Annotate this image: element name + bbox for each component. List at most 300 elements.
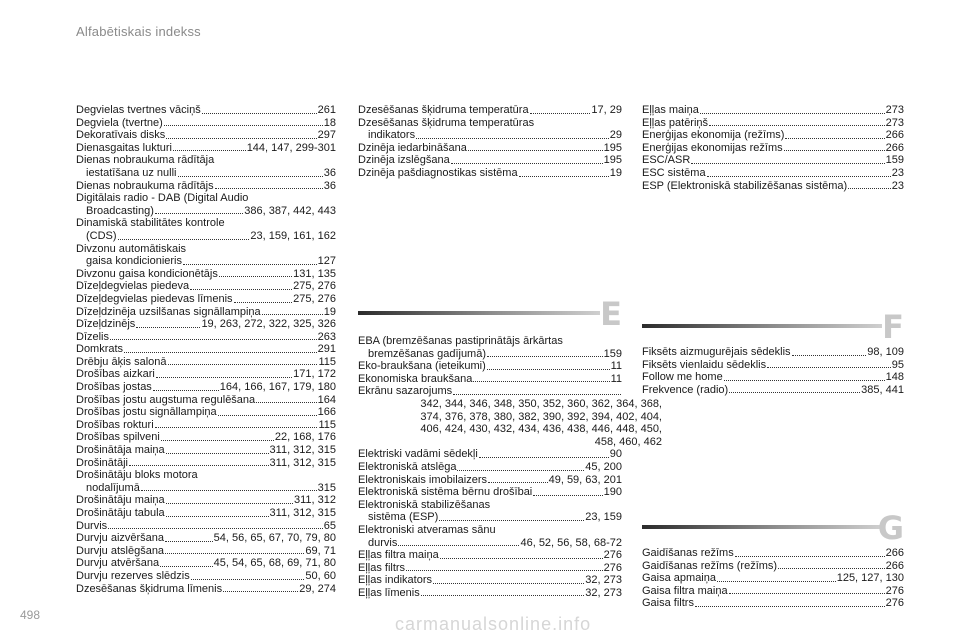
leader-dots [178, 176, 323, 177]
leader-dots [695, 606, 885, 607]
index-entry [76, 306, 336, 319]
index-term: Drošības rokturi [76, 418, 154, 431]
index-term: Elektroniskā sistēma bērnu drošībai [358, 486, 533, 499]
watermark-text: carmanualsonline.info [395, 614, 592, 634]
leader-dots [160, 566, 213, 567]
index-term: Fiksēts aizmugurējais sēdeklis [642, 346, 791, 358]
leader-dots [190, 289, 292, 290]
index-term: Drošības aizkari [76, 368, 155, 381]
index-entry [642, 117, 904, 130]
index-term: Durvis [76, 519, 108, 532]
index-entry [358, 348, 622, 361]
index-term: Gaisa filtra maiņa [642, 584, 728, 597]
index-page-refs: 263 [317, 330, 336, 343]
index-column-2-top [358, 104, 622, 180]
index-term: Drošības spilveni [76, 431, 160, 444]
index-page-refs: 131, 135 [293, 267, 336, 280]
index-page-refs: 125, 127, 130 [836, 572, 904, 585]
index-entry [642, 597, 904, 610]
index-page-refs: 69, 71 [305, 544, 336, 557]
index-entry [76, 406, 336, 419]
index-page-refs: 276 [885, 584, 904, 597]
leader-dots [487, 356, 603, 357]
index-page-refs: 45, 54, 65, 68, 69, 71, 80 [213, 557, 336, 570]
index-entry [642, 167, 904, 180]
leader-dots [166, 138, 316, 139]
index-term: Durvju aizvēršana [76, 532, 165, 545]
index-entry [76, 431, 336, 444]
index-term: Drošinātāju tabula [76, 507, 165, 519]
index-term: Ekrānu sazarojums [358, 385, 453, 398]
page-header-title: Alfabētiskais indekss [76, 24, 201, 39]
leader-dots [848, 188, 891, 189]
index-page-refs: 342, 344, 346, 348, 350, 352, 360, 362, 364, 368, 374, 376, 378, 380, 382, 390, 392, 394, 402, 404, 406, 424, 430, 432, 434, 436, 438, 446, 448, 450, 458, 460, 462 [420, 397, 662, 448]
index-page-refs: 385, 441 [861, 383, 904, 396]
leader-dots [792, 355, 867, 356]
leader-dots [729, 392, 860, 393]
index-entry [358, 511, 622, 524]
leader-dots [110, 339, 317, 340]
index-page-refs: 29 [609, 129, 622, 142]
leader-dots [785, 138, 884, 139]
index-page-refs: 276 [603, 561, 622, 574]
index-term: Degviela (tvertne) [76, 116, 163, 129]
index-page-refs: 273 [885, 104, 904, 116]
section-header-f [642, 310, 904, 348]
section-letter-g: G [877, 509, 904, 547]
index-term: Eļļas maiņa [642, 104, 699, 116]
leader-dots [168, 364, 318, 365]
index-term: Gaidīšanas režīms [642, 547, 734, 559]
index-term: Eļļas līmenis [358, 586, 420, 599]
index-page-refs: 46, 52, 56, 58, 68-72 [520, 536, 622, 549]
index-term: Dienas nobraukuma rādītājs [76, 179, 214, 192]
leader-dots [191, 579, 305, 580]
index-page-refs: 386, 387, 442, 443 [244, 204, 336, 217]
leader-dots [218, 415, 317, 416]
index-entry [358, 448, 622, 461]
index-entry [358, 587, 622, 600]
leader-dots [153, 390, 219, 391]
page-number: 498 [20, 608, 41, 622]
index-entry [76, 318, 336, 331]
index-page-refs: 50, 60 [305, 569, 336, 582]
index-entry [358, 574, 622, 587]
index-term: Durvju atvēršana [76, 557, 160, 570]
index-term: Dīzeļdegvielas piedevas līmenis [76, 292, 233, 305]
index-term: Dīzeļdzinējs [76, 318, 136, 331]
index-page-refs: 166 [317, 406, 336, 419]
index-entry [642, 346, 904, 359]
index-term: Eļļas indikators [358, 574, 432, 587]
index-term: EBA (bremzēšanas pastiprinātājs ārkārtas [358, 335, 563, 347]
leader-dots [406, 570, 603, 571]
index-page-refs: 18 [323, 116, 336, 129]
index-entry [76, 520, 336, 533]
index-entry [76, 419, 336, 432]
index-entry [76, 180, 336, 193]
leader-dots [166, 516, 269, 517]
index-term: Domkrats [76, 343, 124, 356]
leader-dots [223, 591, 298, 592]
index-term: Eļļas filtra maiņa [358, 549, 439, 562]
leader-dots [488, 482, 548, 483]
index-term: Degvielas tvertnes vāciņš [76, 104, 201, 116]
index-term: ESC/ASR [642, 154, 691, 167]
index-page-refs: 36 [323, 166, 336, 179]
index-term: Dīzeļdzinēja uzsilšanas signāllampiņa [76, 305, 261, 318]
leader-dots [161, 440, 274, 441]
index-page-refs: 266 [885, 141, 904, 154]
leader-dots [717, 581, 836, 582]
index-term: Dienasgaitas lukturi [76, 141, 172, 154]
index-column-3-top [642, 104, 904, 192]
index-page-refs: 65 [323, 519, 336, 532]
index-term: Dzinēja pašdiagnostikas sistēma [358, 166, 518, 179]
index-term: Drošības jostas [76, 381, 152, 394]
leader-dots [156, 377, 292, 378]
section-letter-f: F [882, 308, 904, 346]
index-entry [76, 142, 336, 155]
index-entry [76, 368, 336, 381]
index-entry [358, 537, 622, 550]
leader-dots [519, 176, 609, 177]
index-entry [642, 371, 904, 384]
index-entry [358, 104, 622, 117]
index-entry [76, 356, 336, 369]
leader-dots [173, 150, 246, 151]
index-column-3-f [642, 346, 904, 396]
index-term: Dzesēšanas šķidruma temperatūra [358, 104, 529, 116]
leader-dots [487, 369, 610, 370]
section-divider-bar [358, 311, 600, 315]
leader-dots [166, 453, 269, 454]
index-page-refs: 45, 200 [585, 460, 622, 473]
index-page-refs: 273 [885, 116, 904, 129]
index-term: Dekoratīvais disks [76, 129, 166, 142]
index-page-refs: 266 [885, 129, 904, 142]
section-letter-e: E [600, 295, 622, 333]
index-page-refs: 266 [885, 547, 904, 559]
index-entry [76, 243, 336, 256]
index-entry [76, 583, 336, 596]
index-page-refs: 32, 273 [585, 586, 622, 599]
index-term: Durvju rezerves slēdzis [76, 569, 190, 582]
leader-dots [129, 465, 269, 466]
index-entry [76, 570, 336, 583]
index-entry [358, 360, 622, 373]
index-entry [76, 280, 336, 293]
index-page-refs: 190 [603, 486, 622, 499]
index-entry [358, 474, 622, 487]
index-column-3-g [642, 547, 904, 610]
leader-dots [108, 528, 323, 529]
index-page-refs: 23 [891, 179, 904, 192]
index-page-refs: 23, 159, 161, 162 [250, 229, 336, 242]
index-page-refs: 11 [610, 372, 622, 385]
index-term: Enerģijas ekonomijas režīms [642, 141, 783, 154]
index-entry [76, 104, 336, 117]
leader-dots [118, 239, 250, 240]
index-page-refs: 19 [323, 305, 336, 318]
index-entry [76, 557, 336, 570]
index-page-refs: 23 [891, 166, 904, 179]
index-page-refs: 49, 59, 63, 201 [548, 473, 622, 486]
index-entry [358, 154, 622, 167]
index-term: Follow me home [642, 371, 723, 384]
leader-dots [691, 163, 884, 164]
leader-dots [421, 595, 585, 596]
leader-dots [707, 176, 891, 177]
index-term: bremzēšanas gadījumā) [368, 347, 487, 360]
index-page-refs: 148 [885, 371, 904, 384]
leader-dots [219, 276, 292, 277]
index-term: Eko-braukšana (ieteikumi) [358, 360, 486, 373]
index-term: Gaisa apmaiņa [642, 572, 716, 585]
index-entry [358, 524, 622, 537]
leader-dots [164, 125, 323, 126]
index-entry [642, 359, 904, 372]
index-entry [358, 461, 622, 474]
leader-dots [440, 558, 603, 559]
index-entry [76, 217, 336, 230]
leader-dots [729, 593, 885, 594]
index-entry [76, 381, 336, 394]
leader-dots [433, 583, 584, 584]
index-term: Drošinātāji [76, 456, 128, 469]
index-entry [642, 154, 904, 167]
index-entry [358, 335, 622, 348]
index-term: Drošinātāju bloks motora [76, 469, 198, 482]
index-entry [358, 373, 622, 386]
leader-dots [155, 427, 318, 428]
index-page-refs: 297 [317, 129, 336, 142]
index-term: Ekonomiska braukšana [358, 372, 473, 385]
index-page-refs: 315 [317, 481, 336, 494]
index-entry [76, 545, 336, 558]
index-term: Dinamiskā stabilitātes kontrole [76, 217, 225, 230]
leader-dots [416, 138, 609, 139]
index-entry [358, 129, 622, 142]
leader-dots [124, 352, 317, 353]
leader-dots [183, 264, 317, 265]
leader-dots [451, 163, 603, 164]
index-entry [642, 129, 904, 142]
index-term: Eļļas patēriņš [642, 116, 709, 129]
index-term: ESC sistēma [642, 166, 706, 179]
leader-dots [457, 470, 584, 471]
index-entry [642, 547, 904, 560]
index-term: durvis [368, 536, 398, 549]
section-divider-bar [642, 324, 882, 328]
index-entry [76, 331, 336, 344]
index-term: Drošības jostu augstuma regulēšana [76, 393, 256, 406]
index-page-refs: 115 [318, 418, 336, 431]
index-term: Divzonu automātiskais [76, 242, 187, 255]
index-page-refs: 171, 172 [293, 368, 336, 381]
index-term: Eļļas filtrs [358, 561, 406, 574]
index-page-refs: 19 [609, 166, 622, 179]
index-entry [76, 457, 336, 470]
index-page-refs: 98, 109 [867, 346, 904, 358]
index-term: Gaidīšanas režīms (režīms) [642, 559, 778, 572]
index-term: Frekvence (radio) [642, 383, 729, 396]
index-entry [76, 394, 336, 407]
index-entry [76, 192, 336, 205]
index-page-refs: 275, 276 [293, 292, 336, 305]
index-column-1 [76, 104, 336, 595]
index-term: Dzinēja izslēgšana [358, 154, 450, 167]
index-entry [76, 469, 336, 482]
index-page-refs: 311, 312, 315 [269, 444, 336, 457]
index-page-refs: 159 [603, 347, 622, 360]
index-page-refs: 164 [317, 393, 336, 406]
index-page-refs: 291 [317, 343, 336, 356]
index-entry [358, 486, 622, 499]
section-header-g [642, 511, 904, 549]
leader-dots [533, 495, 602, 496]
index-page-refs: 95 [891, 358, 904, 371]
index-term: Dzesēšanas šķidruma temperatūras [358, 116, 535, 129]
index-page-refs: 11 [610, 360, 622, 373]
index-entry [642, 560, 904, 573]
index-page-refs: 311, 312 [293, 494, 336, 507]
index-term: Elektroniski atveramas sānu [358, 523, 496, 536]
index-term: Drošinātāja maiņa [76, 444, 165, 457]
leader-dots [165, 553, 304, 554]
index-page-refs: 90 [609, 448, 622, 461]
index-term: Gaisa filtrs [642, 597, 694, 610]
leader-dots [473, 381, 609, 382]
index-entry [358, 562, 622, 575]
index-entry [76, 154, 336, 167]
leader-dots [136, 327, 200, 328]
index-entry [76, 255, 336, 268]
leader-dots [479, 457, 609, 458]
leader-dots [700, 113, 885, 114]
leader-dots [166, 503, 293, 504]
leader-dots [215, 188, 323, 189]
index-term: Fiksēts vienlaidu sēdeklis [642, 358, 767, 371]
index-page-refs: 19, 263, 272, 322, 325, 326 [201, 318, 336, 331]
index-entry [76, 268, 336, 281]
index-entry [642, 142, 904, 155]
index-page-refs: 22, 168, 176 [274, 431, 336, 444]
index-page-refs: 32, 273 [585, 574, 622, 587]
index-term: Broadcasting) [86, 204, 154, 217]
index-term: ESP (Elektroniskā stabilizēšanas sistēma) [642, 179, 848, 192]
index-entry [76, 117, 336, 130]
leader-dots [709, 125, 885, 126]
index-entry [358, 499, 622, 512]
index-term: nodalījumā [86, 481, 140, 494]
index-entry [358, 117, 622, 130]
leader-dots [398, 545, 519, 546]
index-term: Dienas nobraukuma rādītāja [76, 154, 215, 167]
index-entry [76, 167, 336, 180]
index-entry [76, 532, 336, 545]
index-term: Enerģijas ekonomija (režīms) [642, 129, 785, 142]
index-entry [76, 494, 336, 507]
index-page-refs: 127 [317, 255, 336, 268]
index-entry [358, 167, 622, 180]
index-term: Dzesēšanas šķidruma līmenis [76, 582, 223, 595]
index-term: Elektroniskā stabilizēšanas [358, 498, 491, 511]
index-entry [76, 343, 336, 356]
index-page-refs: 311, 312, 315 [269, 507, 336, 519]
leader-dots [141, 490, 317, 491]
index-entry [358, 385, 662, 448]
leader-dots [155, 213, 243, 214]
index-page-refs: 17, 29 [591, 104, 622, 116]
index-entry [642, 384, 904, 397]
index-entry [358, 549, 622, 562]
index-term: Drēbju āķis salonā [76, 355, 167, 368]
index-entry [642, 585, 904, 598]
index-page-refs: 311, 312, 315 [269, 456, 336, 469]
index-term: Dīzeļdegvielas piedeva [76, 280, 190, 293]
index-term: Drošības jostu signāllampiņa [76, 406, 217, 419]
index-page-refs: 261 [317, 104, 336, 116]
index-term: Elektroniskā atslēga [358, 460, 457, 473]
index-entry [642, 104, 904, 117]
index-page-refs: 195 [603, 141, 622, 154]
index-entry [76, 444, 336, 457]
index-page-refs: 23, 159 [585, 511, 622, 524]
leader-dots [778, 568, 885, 569]
index-term: Dīzelis [76, 330, 110, 343]
index-page-refs: 159 [885, 154, 904, 167]
index-entry [76, 129, 336, 142]
index-entry [76, 293, 336, 306]
index-entry [76, 230, 336, 243]
leader-dots [256, 402, 316, 403]
leader-dots [468, 150, 603, 151]
index-entry [642, 180, 904, 193]
index-entry [642, 572, 904, 585]
leader-dots [724, 380, 885, 381]
index-term: gaisa kondicionieris [86, 255, 182, 268]
leader-dots [767, 367, 891, 368]
index-page-refs: 276 [885, 597, 904, 610]
index-term: Elektriski vadāmi sēdekļi [358, 448, 478, 461]
index-page-refs: 29, 274 [299, 582, 336, 595]
index-term: Drošinātāju maiņa [76, 494, 165, 507]
leader-dots [165, 541, 213, 542]
index-entry [76, 205, 336, 218]
index-page-refs: 164, 166, 167, 179, 180 [219, 381, 336, 394]
index-term: sistēma (ESP) [368, 511, 439, 524]
index-page-refs: 144, 147, 299-301 [246, 141, 336, 154]
index-page-refs: 266 [885, 559, 904, 572]
index-term: Durvju atslēgšana [76, 544, 165, 557]
index-entry [358, 142, 622, 155]
leader-dots [735, 556, 885, 557]
index-term: Dzinēja iedarbināšana [358, 141, 467, 154]
index-column-2-e [358, 335, 662, 599]
index-page-refs: 36 [323, 179, 336, 192]
index-entry [76, 482, 336, 495]
section-header-e [358, 297, 622, 335]
index-page-refs: 195 [603, 154, 622, 167]
leader-dots [784, 150, 885, 151]
leader-dots [202, 113, 317, 114]
leader-dots [530, 113, 591, 114]
leader-dots [439, 520, 584, 521]
index-term: indikators [368, 129, 416, 142]
index-term: (CDS) [86, 229, 117, 242]
index-term: Elektroniskais imobilaizers [358, 473, 487, 486]
